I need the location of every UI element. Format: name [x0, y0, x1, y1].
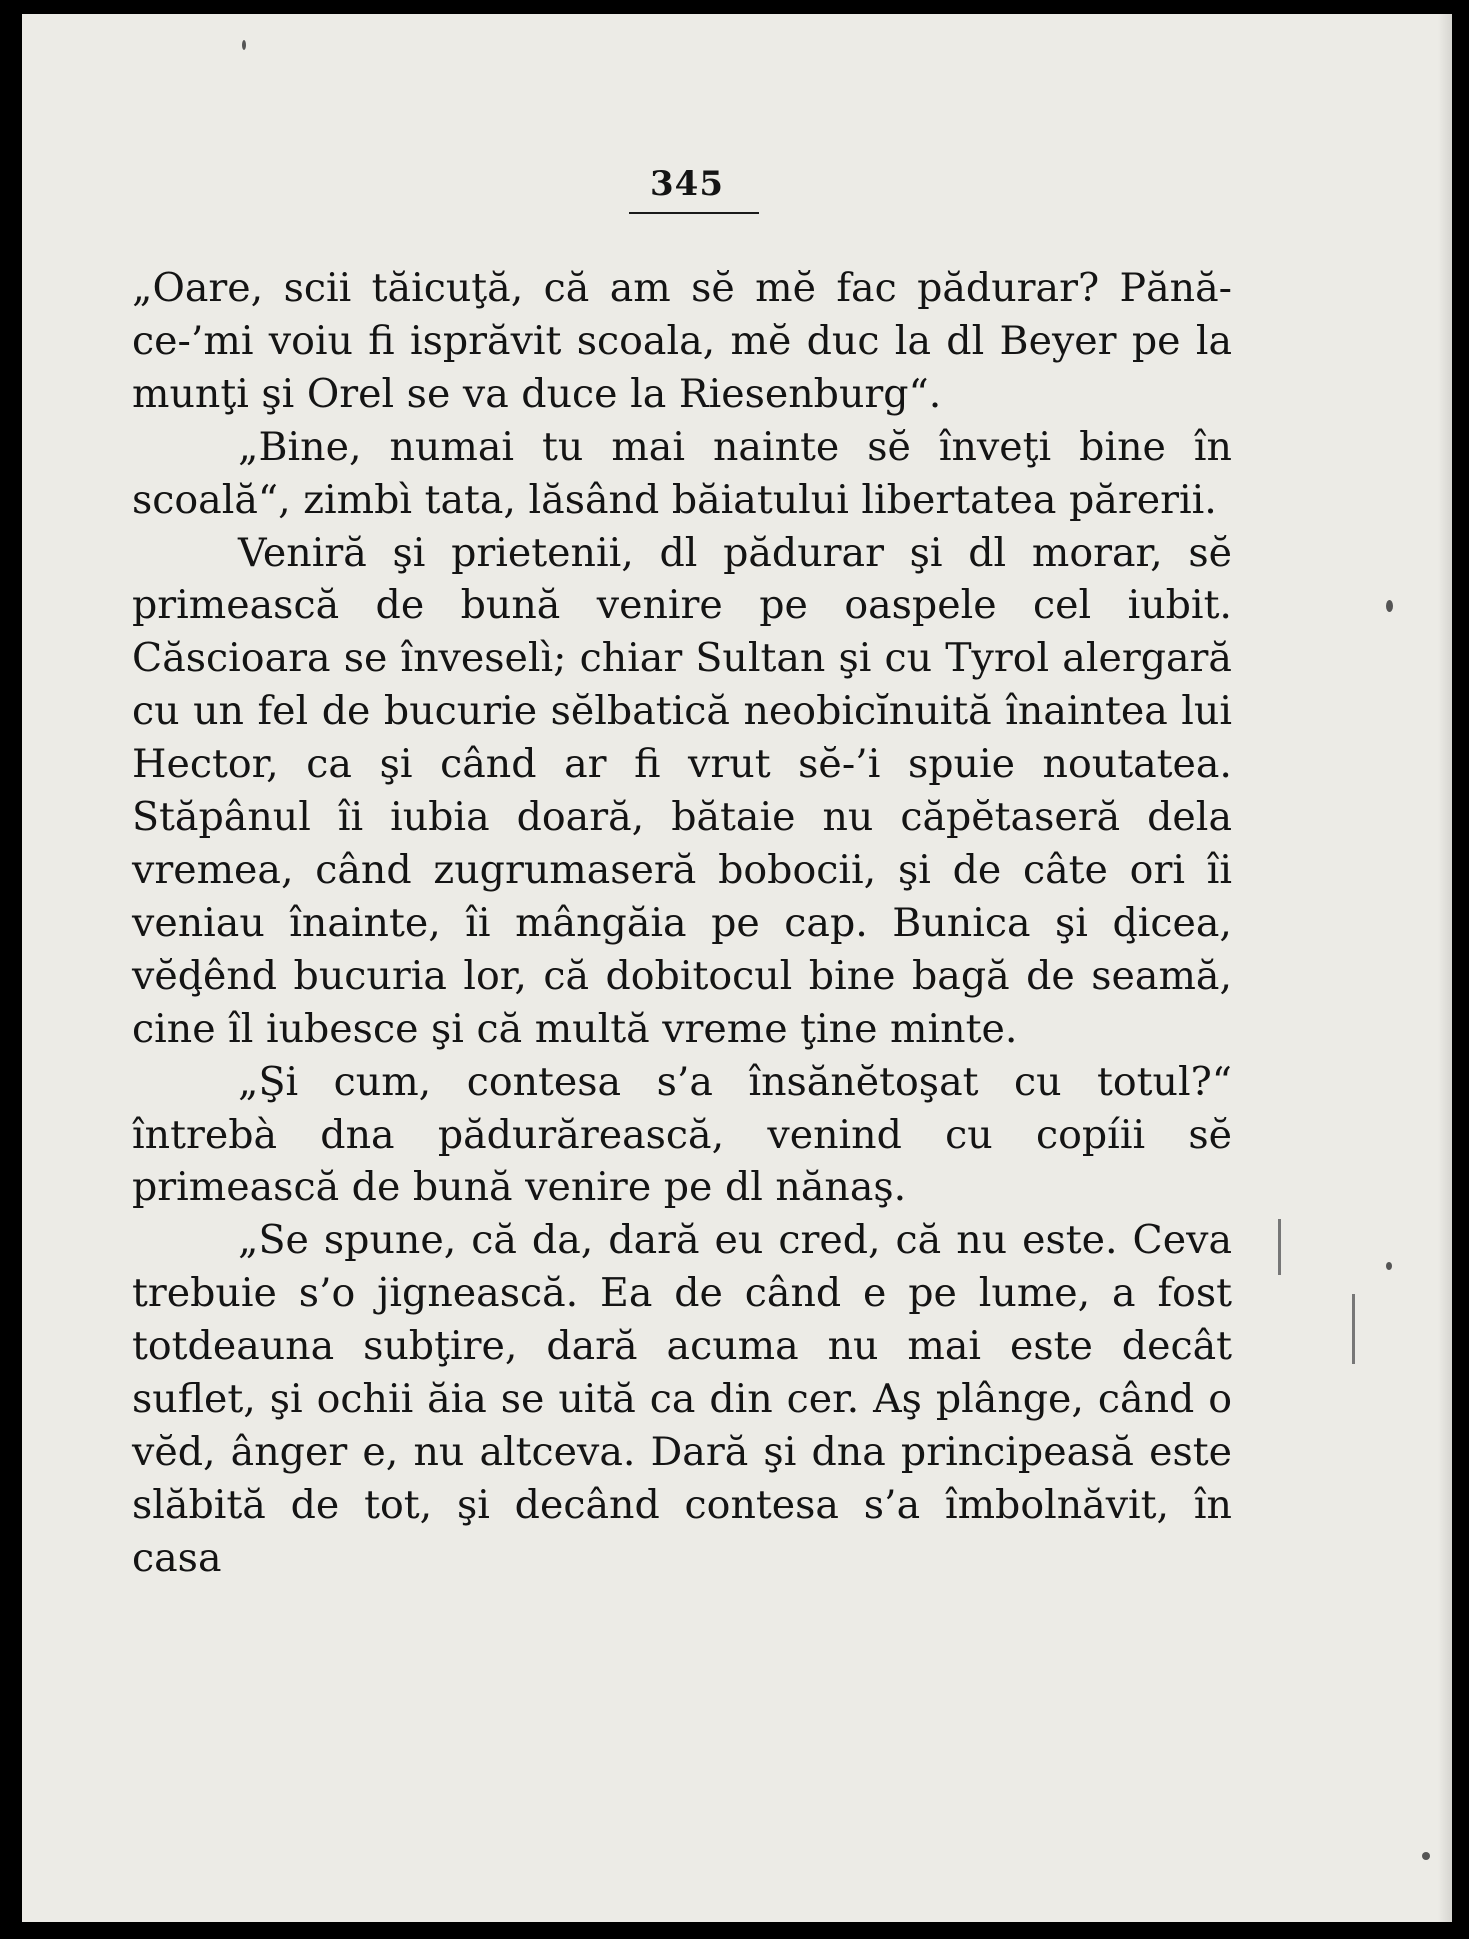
scan-speck	[1386, 600, 1393, 612]
page-edge-shadow	[1438, 14, 1452, 1922]
scan-speck	[1422, 1852, 1430, 1860]
scan-speck	[1386, 1262, 1392, 1270]
paragraph: „Se spune, că da, dară eu cred, că nu este. Ceva trebuie s’o jignească. Ea de când e pe lume, a fost totdeauna subţire, dară acuma nu mai este decât suflet, şi ochii ăia se uită ca din cer. Aş plânge, când o vĕd, ânger e, nu altceva. Dară şi dna principeasă este slăbită de tot, şi decând contesa s’a îmbolnăvit, în casa	[132, 1217, 1232, 1581]
paragraph: „Bine, numai tu mai nainte sĕ înveţi bine în scoală“, zimbì tata, lăsând băiatului libertatea părerii.	[132, 423, 1232, 523]
body-text	[132, 262, 1232, 1585]
page-number: 345	[650, 164, 724, 204]
paragraph: „Oare, scii tăicuţă, că am sĕ mĕ fac pădurar? Pănă-ce-’mi voiu fi isprăvit scoala, mĕ duc la dl Beyer pe la munţi şi Orel se va duce la Riesenburg“.	[132, 265, 1232, 417]
book-page	[22, 14, 1452, 1922]
paragraph: „Şi cum, contesa s’a însănĕtoşat cu totul?“ întrebà dna pădurărească, venind cu copíii sĕ primească de bună venire pe dl nănaş.	[132, 1058, 1232, 1211]
paragraph: Veniră şi prietenii, dl pădurar şi dl morar, sĕ primească de bună venire pe oaspele cel iubit. Căscioara se înveselì; chiar Sultan şi cu Tyrol alergară cu un fel de bucurie sĕlbatică neobicĭnuită înaintea lui Hector, ca şi când ar fi vrut sĕ-’i spuie noutatea. Stăpânul îi iubia doară, bătaie nu căpĕtaseră dela vremea, când zugrumaseră bobocii, şi de câte ori îi veniau înainte, îi mângăia pe cap. Bunica şi ḑicea, vĕḑênd bucuria lor, că dobitocul bine bagă de seamă, cine îl iubesce şi că multă vreme ţine minte.	[132, 529, 1232, 1052]
scan-mark	[1278, 1219, 1281, 1275]
page-number-rule	[629, 212, 759, 214]
scan-speck	[242, 40, 246, 50]
scan-mark	[1352, 1294, 1355, 1364]
